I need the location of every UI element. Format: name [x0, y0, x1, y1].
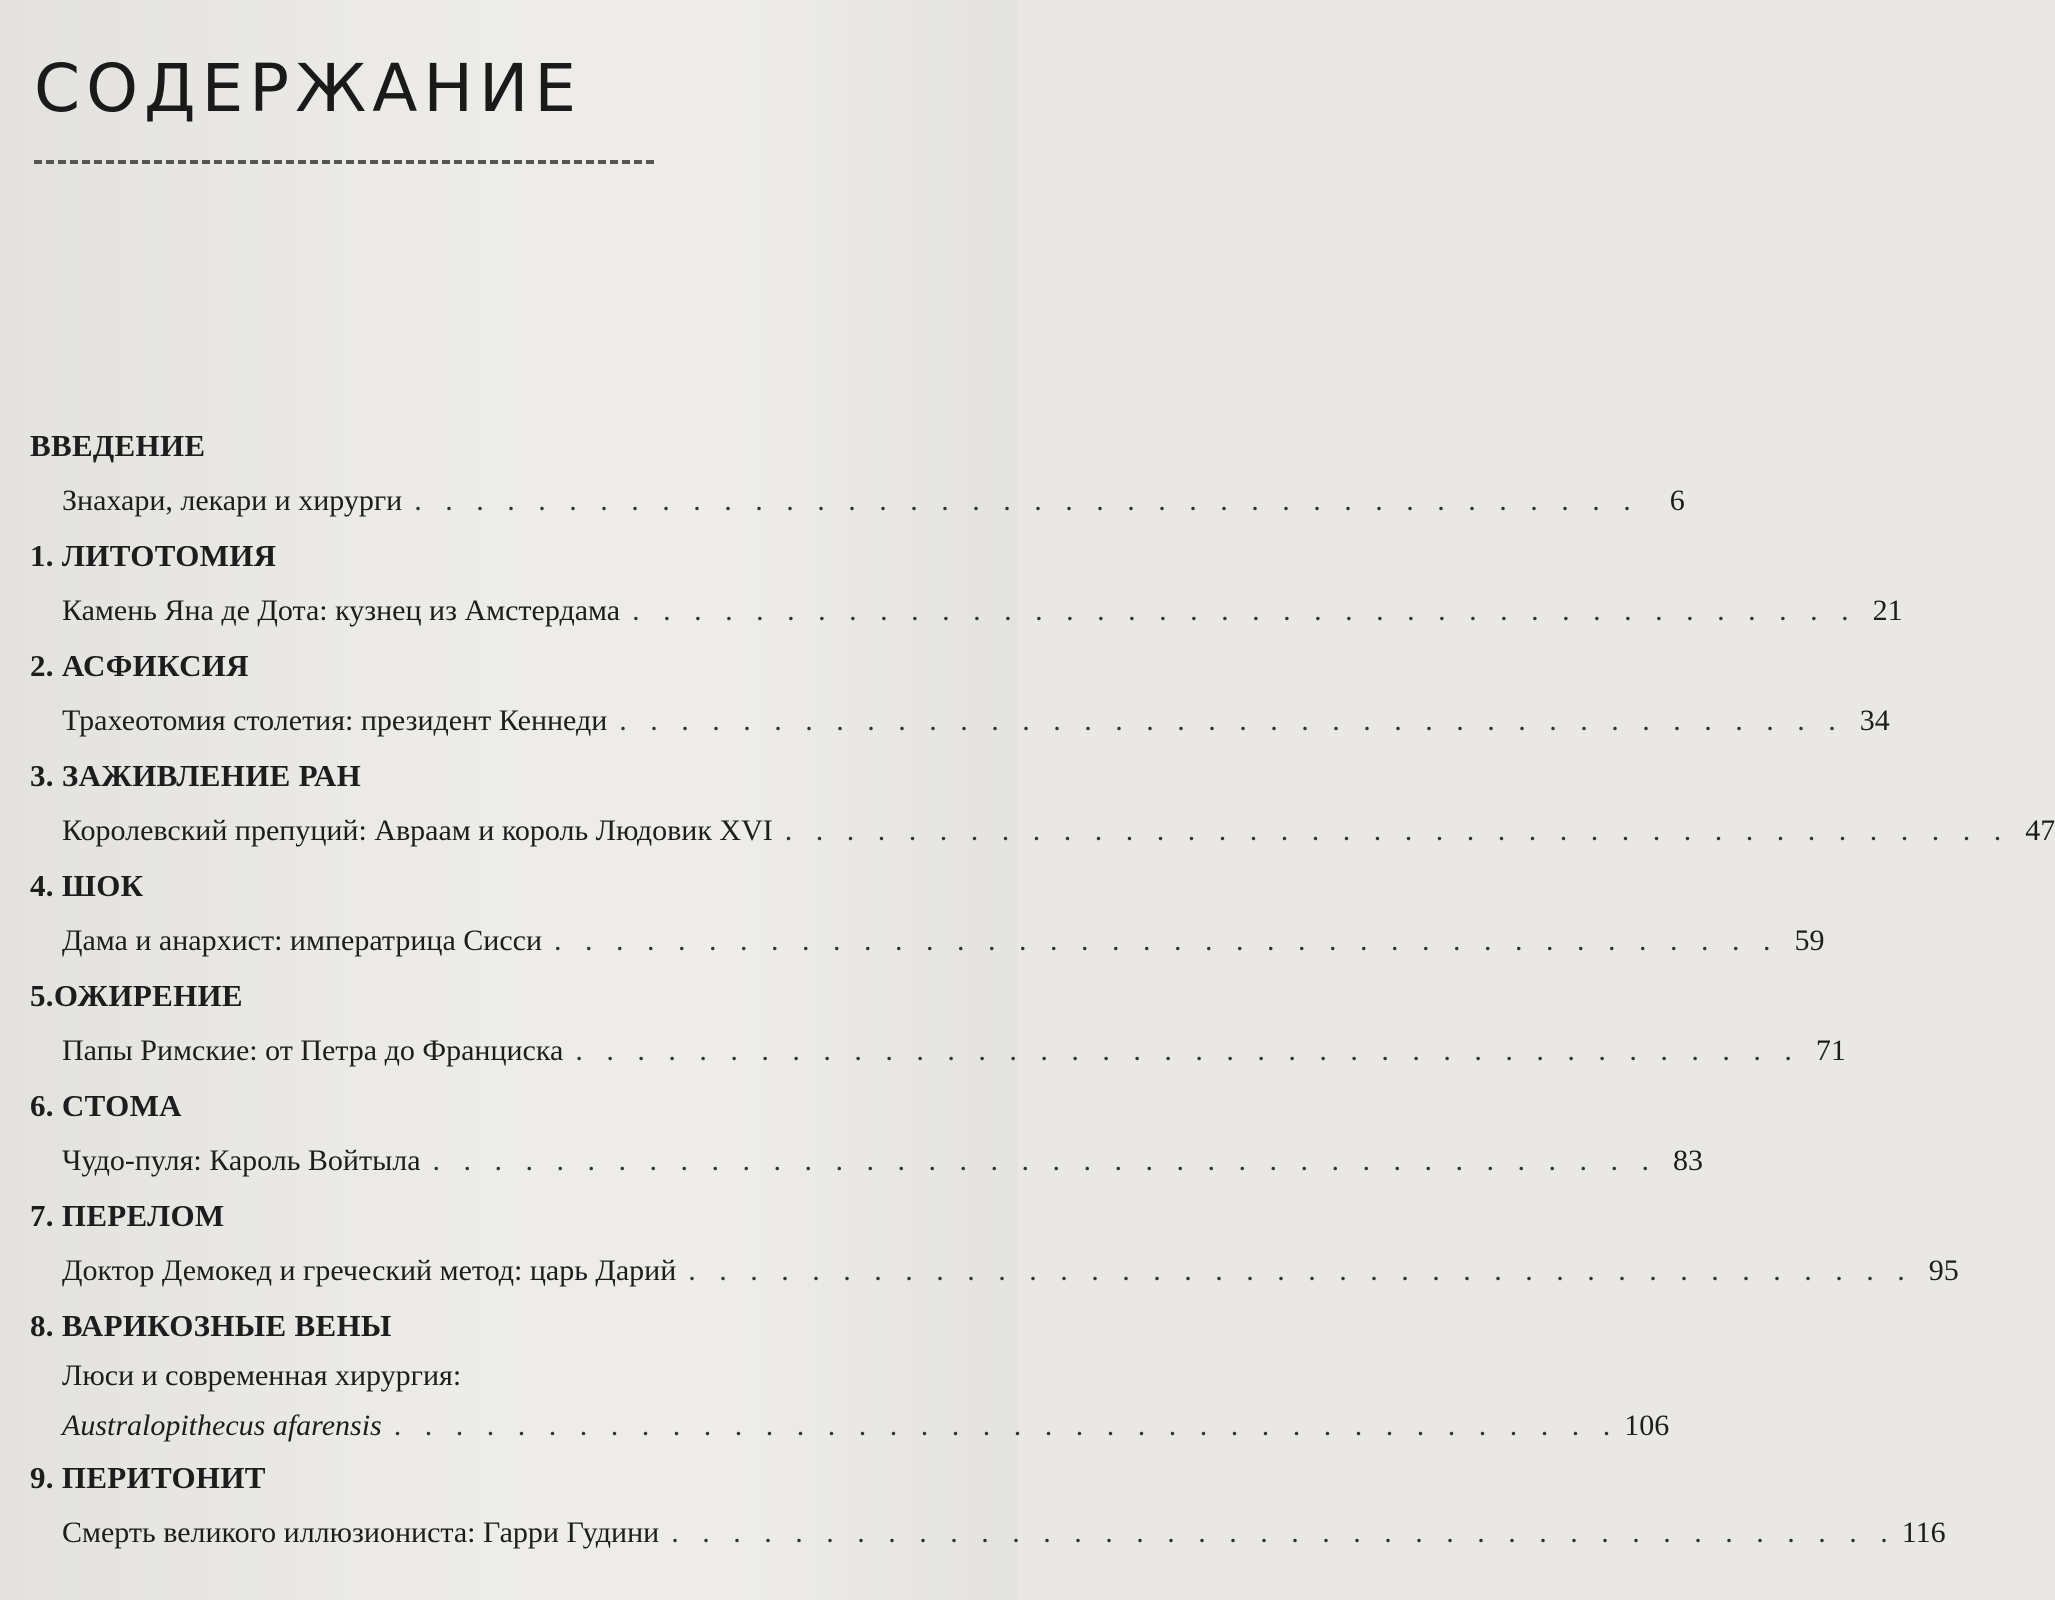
section-heading: 7. ПЕРЕЛОМ [30, 1198, 225, 1233]
toc-entry[interactable] [30, 692, 1890, 750]
page-number: 116 [1901, 1516, 1946, 1549]
leader-dots: . . . . . . . . . . . . . . . . . . . . . . . . . . . . . . . . . . . . . . . . [393, 1409, 1619, 1442]
entry-title-continued [30, 1400, 1670, 1452]
page-number: 59 [1794, 924, 1825, 957]
toc-section [30, 1452, 1946, 1562]
toc-entry[interactable] [30, 1022, 1846, 1080]
page-number: 83 [1673, 1144, 1704, 1177]
entry-title: Папы Римские: от Петра до Франциска [62, 1034, 564, 1067]
toc-section [30, 530, 1903, 640]
leader-dots: . . . . . . . . . . . . . . . . . . . . . . . . . . . . . . . . . . . . . . . . [688, 1254, 1913, 1287]
leader-dots: . . . . . . . . . . . . . . . . . . . . . . . . . . . . . . . . . . . . . . . . [414, 484, 1639, 517]
toc-section [30, 750, 2055, 860]
page-number: 106 [1624, 1409, 1670, 1442]
page-number: 34 [1859, 704, 1890, 737]
section-heading: 6. СТОМА [30, 1088, 182, 1123]
entry-title: Знахари, лекари и хирурги [62, 484, 403, 517]
leader-dots: . . . . . . . . . . . . . . . . . . . . . . . . . . . . . . . . . . . . . . . . [554, 924, 1779, 957]
leader-dots: . . . . . . . . . . . . . . . . . . . . . . . . . . . . . . . . . . . . . . . . [784, 814, 2010, 847]
section-heading: 4. ШОК [30, 868, 144, 903]
leader-dots: . . . . . . . . . . . . . . . . . . . . . . . . . . . . . . . . . . . . . . . . [632, 594, 1857, 627]
page-number: 95 [1928, 1254, 1959, 1287]
toc-section [30, 970, 1846, 1080]
section-heading: ВВЕДЕНИЕ [30, 428, 206, 463]
page-title: СОДЕРЖАНИЕ [34, 50, 583, 127]
toc-entry[interactable] [30, 912, 1825, 970]
section-heading: 1. ЛИТОТОМИЯ [30, 538, 277, 573]
section-heading: 8. ВАРИКОЗНЫЕ ВЕНЫ [30, 1308, 392, 1343]
leader-dots: . . . . . . . . . . . . . . . . . . . . . . . . . . . . . . . . . . . . . . . . [619, 704, 1844, 737]
entry-title: Трахеотомия столетия: президент Кеннеди [62, 704, 608, 737]
page-number: 6 [1669, 484, 1685, 517]
toc-section [30, 1300, 1670, 1452]
toc-entry[interactable] [30, 1504, 1946, 1562]
entry-subtitle: Australopithecus afarensis [62, 1409, 382, 1442]
section-heading: 3. ЗАЖИВЛЕНИЕ РАН [30, 758, 362, 793]
toc-entry[interactable] [30, 802, 2055, 860]
toc-entry[interactable] [30, 1132, 1704, 1190]
toc-entry[interactable] [30, 1242, 1959, 1300]
entry-title: Дама и анархист: императрица Сисси [62, 924, 543, 957]
page-number: 71 [1815, 1034, 1846, 1067]
entry-title: Чудо-пуля: Кароль Войтыла [62, 1144, 421, 1177]
entry-title: Люси и современная хирургия: [62, 1359, 462, 1392]
page-number: 47 [2025, 814, 2055, 847]
section-heading: 9. ПЕРИТОНИТ [30, 1460, 266, 1495]
entry-title: Смерть великого иллюзиониста: Гарри Гудини [62, 1516, 660, 1549]
toc-entry[interactable] [30, 472, 1685, 530]
leader-dots: . . . . . . . . . . . . . . . . . . . . . . . . . . . . . . . . . . . . . . . . [575, 1034, 1800, 1067]
toc-section [30, 640, 1890, 750]
toc-entry[interactable] [30, 1352, 1670, 1452]
table-of-contents [30, 420, 2055, 1562]
entry-title: Камень Яна де Дота: кузнец из Амстердама [62, 594, 621, 627]
entry-title: Королевский препуций: Авраам и король Людовик XVI [62, 814, 773, 847]
leader-dots: . . . . . . . . . . . . . . . . . . . . . . . . . . . . . . . . . . . . . . . . [671, 1516, 1896, 1549]
section-heading: 5.ОЖИРЕНИЕ [30, 978, 243, 1013]
toc-section [30, 1190, 1959, 1300]
page-number: 21 [1872, 594, 1903, 627]
toc-section [30, 860, 1825, 970]
toc-section [30, 420, 1685, 530]
toc-entry[interactable] [30, 582, 1903, 640]
section-heading: 2. АСФИКСИЯ [30, 648, 249, 683]
entry-title: Доктор Демокед и греческий метод: царь Дарий [62, 1254, 677, 1287]
toc-section [30, 1080, 1704, 1190]
leader-dots: . . . . . . . . . . . . . . . . . . . . . . . . . . . . . . . . . . . . . . . . [432, 1144, 1658, 1177]
title-divider [34, 160, 654, 164]
